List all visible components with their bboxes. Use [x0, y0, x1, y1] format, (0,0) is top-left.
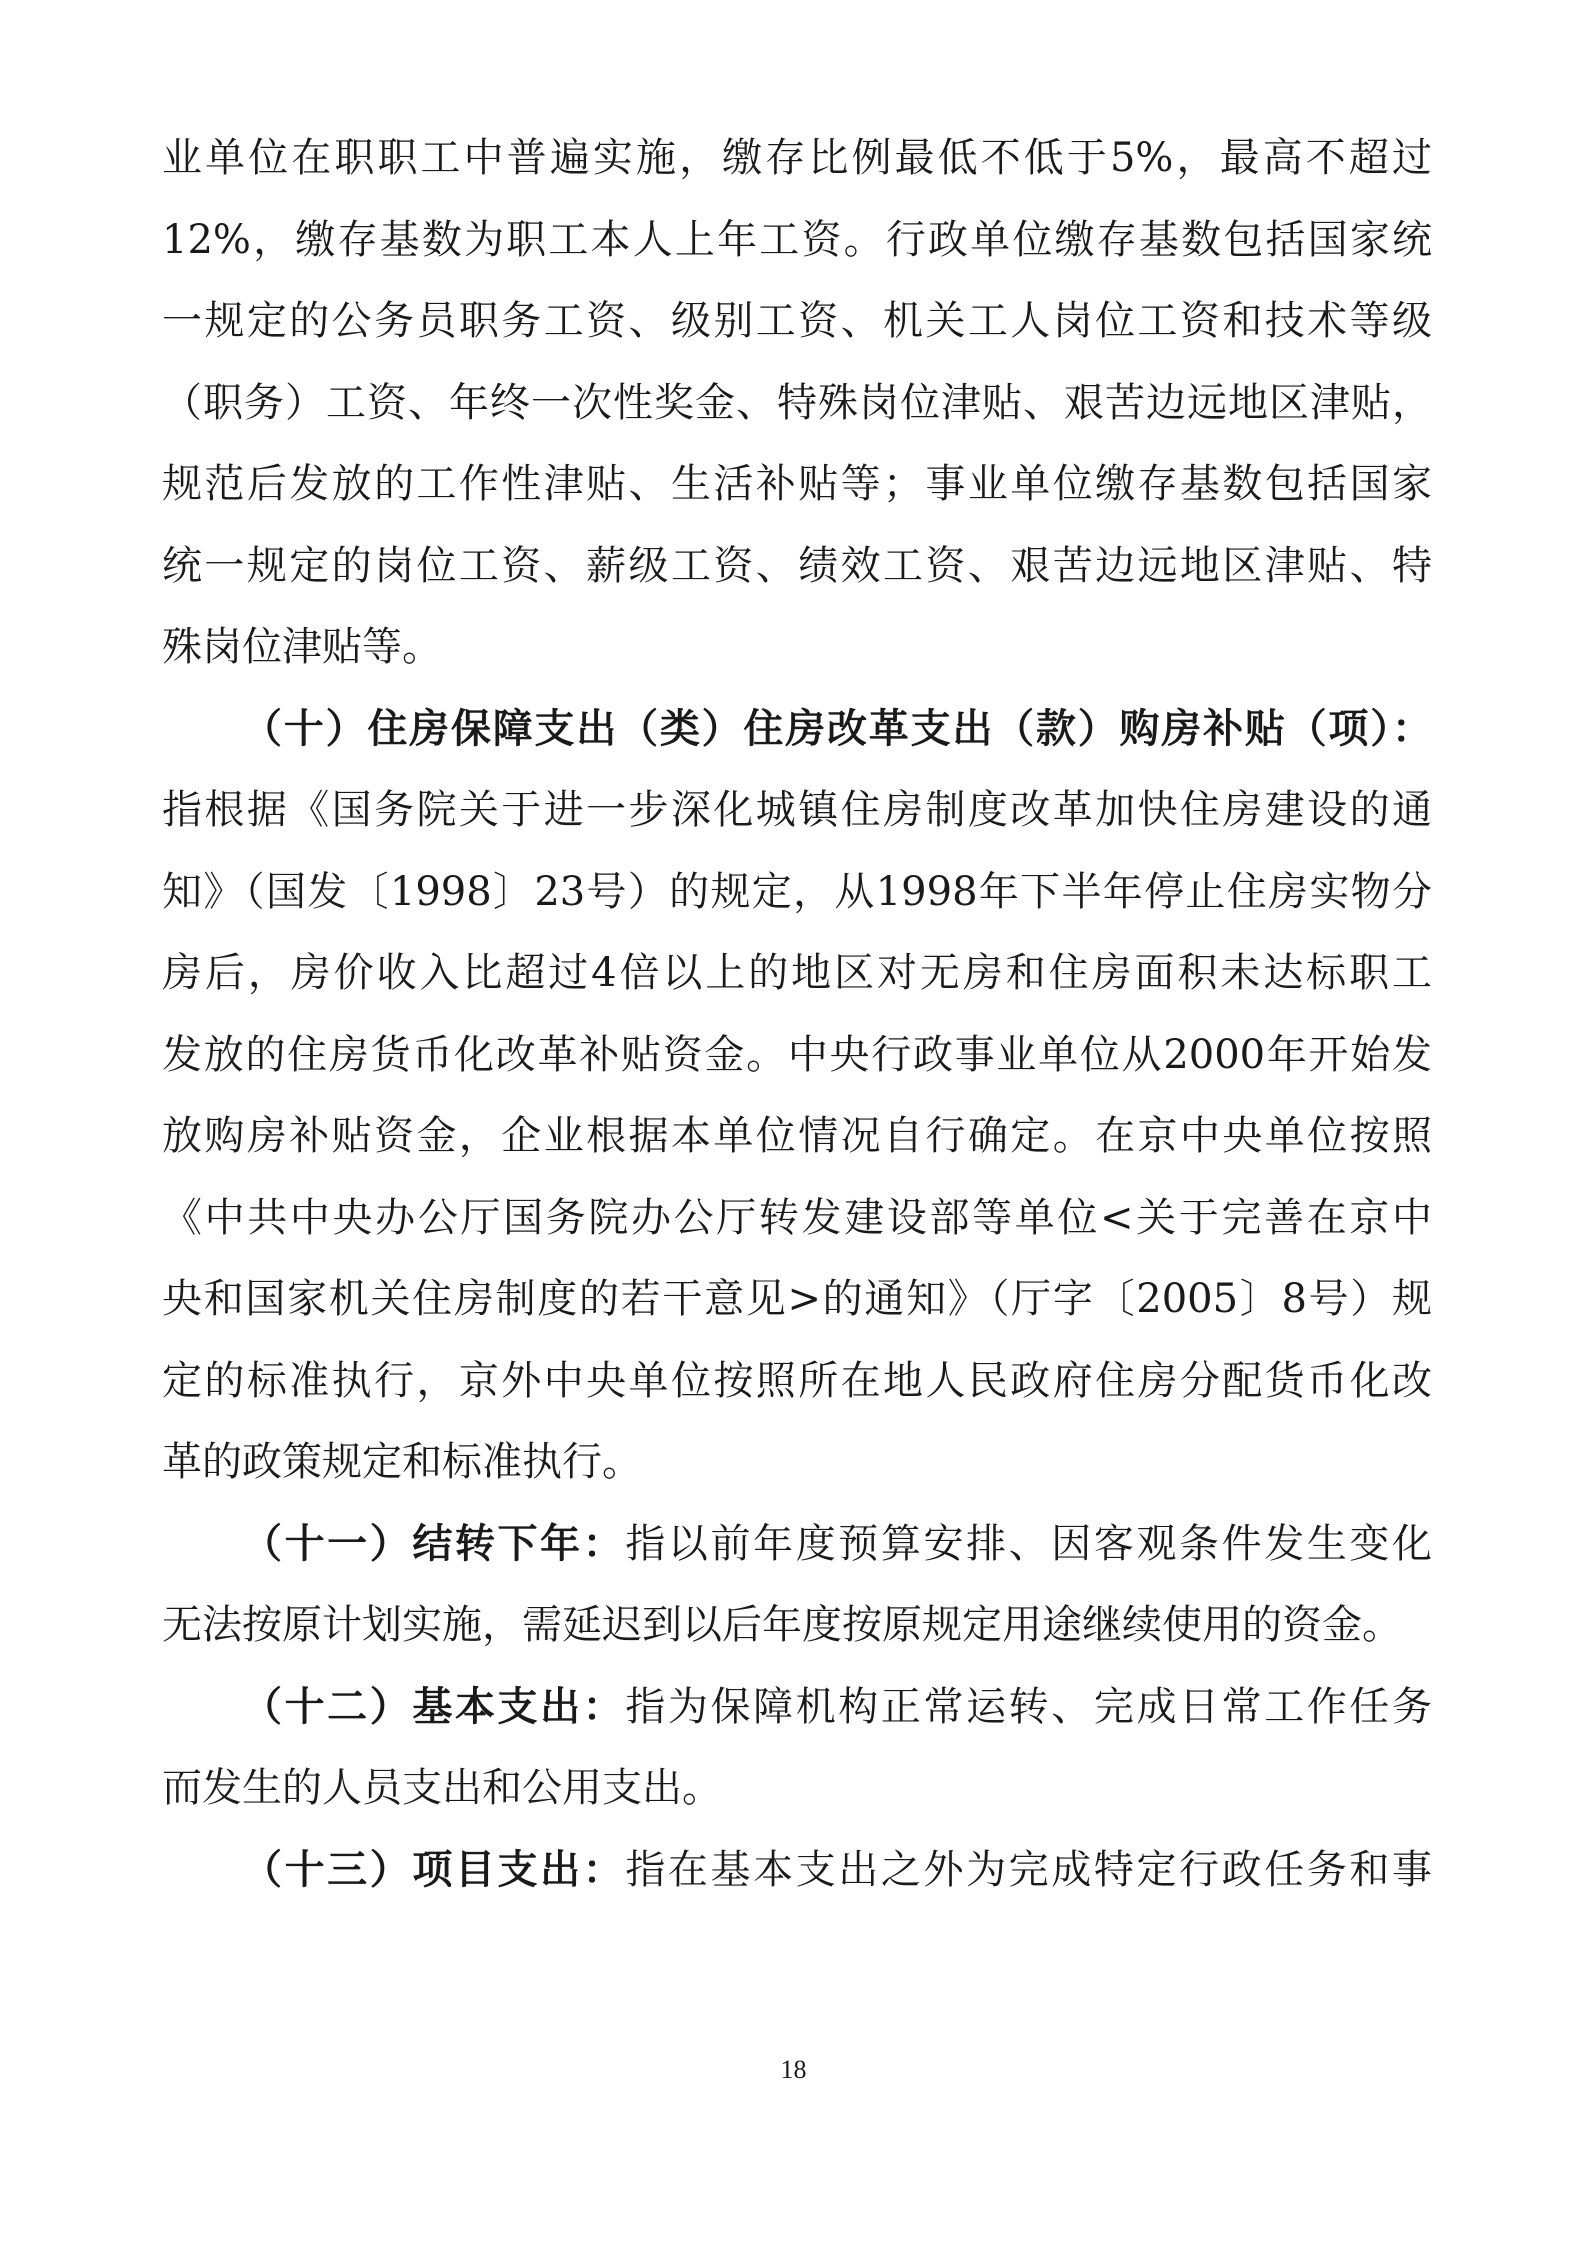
line-text: 《中共中央办公厅国务院办公厅转发建设部等单位<关于完善在京中: [162, 1194, 1432, 1241]
line-text: 定的标准执行，京外中央单位按照所在地人民政府住房分配货币化改: [162, 1357, 1432, 1404]
line-text: 业单位在职职工中普遍实施，缴存比例最低不低于5%，最高不超过: [162, 135, 1432, 181]
text-line: [162, 619, 1432, 675]
text-line: [162, 1027, 1432, 1083]
section-heading: （十二）基本支出：: [242, 1682, 626, 1730]
section-heading: （十三）项目支出：: [242, 1845, 626, 1893]
text-line: [162, 945, 1432, 1001]
line-text: 指以前年度预算安排、因客观条件发生变化: [625, 1520, 1432, 1567]
text-line: [162, 1271, 1432, 1327]
text-line: [242, 701, 1432, 757]
line-text: 12%，缴存基数为职工本人上年工资。行政单位缴存基数包括国家统: [162, 216, 1432, 263]
text-line: [242, 1842, 1432, 1898]
line-text: 统一规定的岗位工资、薪级工资、绩效工资、艰苦边远地区津贴、特: [162, 542, 1432, 589]
line-text: 放购房补贴资金，企业根据本单位情况自行确定。在京中央单位按照: [162, 1113, 1432, 1159]
line-text: 指为保障机构正常运转、完成日常工作任务: [625, 1683, 1432, 1730]
line-text: 指在基本支出之外为完成特定行政任务和事: [625, 1846, 1432, 1893]
line-text: 发放的住房货币化改革补贴资金。中央行政事业单位从2000年开始发: [162, 1031, 1432, 1078]
text-line: [242, 1679, 1432, 1735]
line-text: （职务）工资、年终一次性奖金、特殊岗位津贴、艰苦边远地区津贴，: [162, 379, 1432, 426]
section-heading: （十一）结转下年：: [242, 1519, 626, 1567]
line-text: 一规定的公务员职务工资、级别工资、机关工人岗位工资和技术等级: [162, 298, 1432, 344]
line-text: 央和国家机关住房制度的若干意见>的通知》（厅字〔2005〕8号）规: [162, 1276, 1432, 1322]
text-line: [162, 782, 1432, 838]
line-text: 规范后发放的工作性津贴、生活补贴等；事业单位缴存基数包括国家: [162, 461, 1432, 507]
line-text: 而发生的人员支出和公用支出。: [162, 1765, 722, 1811]
section-heading: （十）住房保障支出（类）住房改革支出（款）购房补贴（项）：: [242, 704, 1432, 752]
text-line: [162, 293, 1432, 349]
line-text: 房后，房价收入比超过4倍以上的地区对无房和住房面积未达标职工: [162, 950, 1432, 996]
text-line: [242, 1516, 1432, 1572]
text-line: [162, 1760, 1432, 1816]
text-line: [162, 1353, 1432, 1409]
line-text: 殊岗位津贴等。: [162, 624, 442, 670]
line-text: 指根据《国务院关于进一步深化城镇住房制度改革加快住房建设的通: [162, 787, 1432, 833]
text-line: [162, 1190, 1432, 1246]
text-line: [162, 538, 1432, 594]
text-line: [162, 130, 1432, 186]
text-line: [162, 375, 1432, 431]
text-line: [162, 864, 1432, 920]
text-line: [162, 1108, 1432, 1164]
text-line: [162, 456, 1432, 512]
page-number: 18: [780, 2055, 807, 2084]
line-text: 革的政策规定和标准执行。: [162, 1439, 642, 1485]
line-text: 无法按原计划实施，需延迟到以后年度按原规定用途继续使用的资金。: [162, 1602, 1402, 1648]
text-line: [162, 1597, 1432, 1653]
line-text: 知》（国发〔1998〕23号）的规定，从1998年下半年停止住房实物分: [162, 868, 1432, 915]
text-line: [162, 212, 1432, 268]
text-line: [162, 1434, 1432, 1490]
